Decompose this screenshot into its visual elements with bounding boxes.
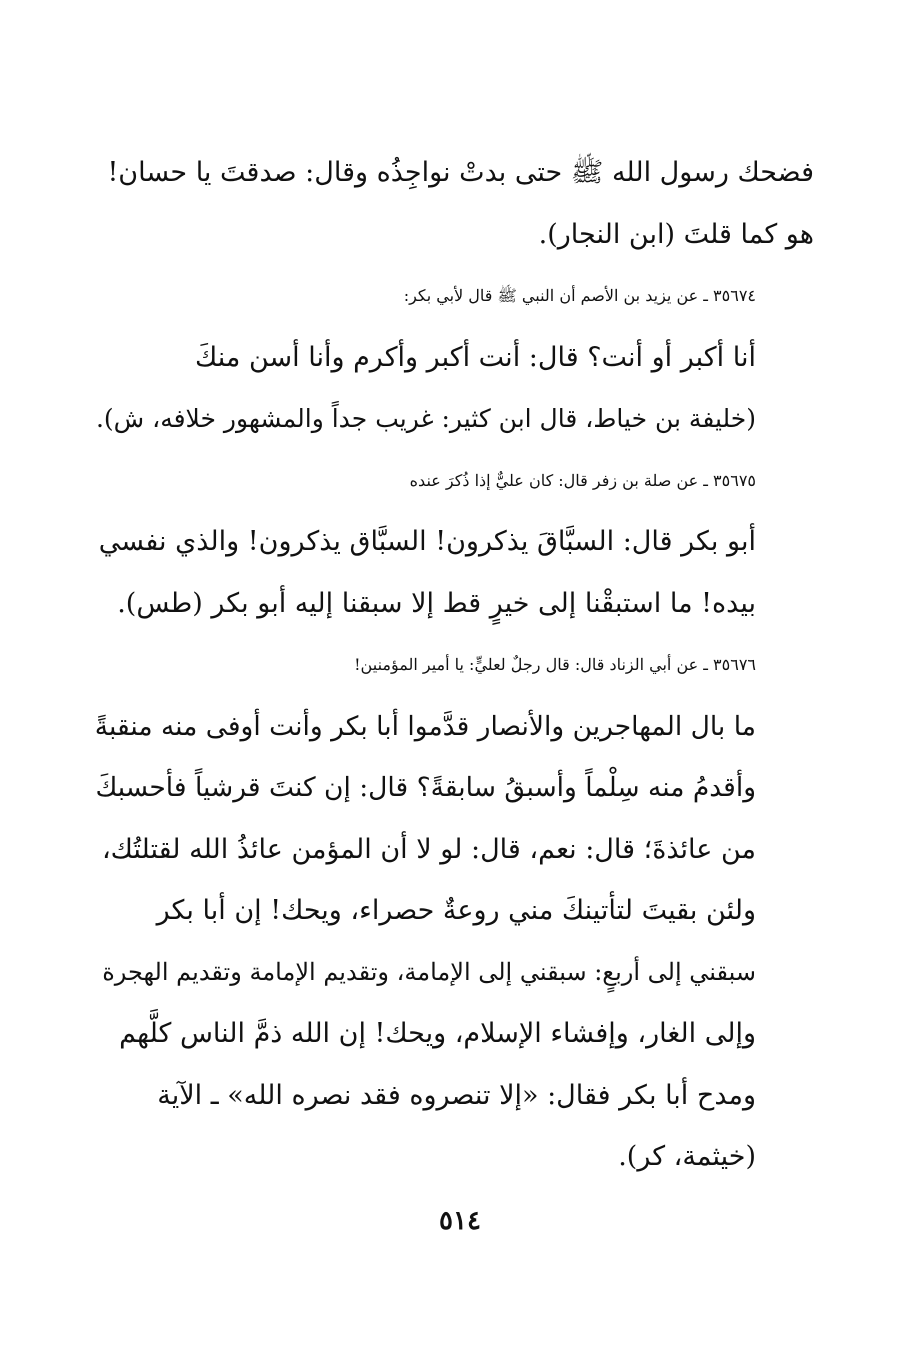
text-line: فضحك رسول الله ﷺ حتى بدتْ نواجِذُه وقال: صدقتَ يا حسان! bbox=[107, 157, 814, 188]
text-line: من عائذةَ؛ قال: نعم، قال: لو لا أن المؤمن عائذُ الله لقتلتُك، bbox=[101, 833, 756, 865]
text-line: سبقني إلى أربعٍ: سبقني إلى الإمامة، وتقديم الإمامة وتقديم الهجرة bbox=[102, 957, 756, 986]
text-line: وإلى الغار، وإفشاء الإسلام، ويحك! إن الله ذمَّ الناس كلَّهم bbox=[119, 1018, 756, 1049]
text-line: هو كما قلتَ (ابن النجار). bbox=[538, 218, 814, 250]
paragraph-continuation bbox=[90, 142, 814, 265]
text-line: (خيثمة، كر). bbox=[618, 1141, 756, 1172]
text-line: ومدح أبا بكر فقال: «إلا تنصروه فقد نصره الله» ـ الآية bbox=[157, 1079, 756, 1111]
body-text bbox=[90, 142, 814, 1188]
text-line: ٣٥٦٧٥ ـ عن صلة بن زفر قال: كان عليٌّ إذا ذُكرَ عنده bbox=[409, 470, 756, 490]
page-number: ٥١٤ bbox=[439, 1206, 481, 1236]
hadith-35675 bbox=[90, 450, 814, 635]
text-line: أنا أكبر أو أنت؟ قال: أنت أكبر وأكرم وأنا أسن منكَ bbox=[195, 341, 756, 373]
text-line: أبو بكر قال: السبَّاقَ يذكرون! السبَّاق يذكرون! والذي نفسي bbox=[98, 526, 756, 557]
text-line: بيده! ما استبقْنا إلى خيرٍ قط إلا سبقنا إليه أبو بكر (طس). bbox=[117, 587, 756, 619]
text-line: وأقدمُ منه سِلْماً وأسبقُ سابقةً؟ قال: إن كنتَ قرشياً فأحسبكَ bbox=[95, 772, 756, 803]
text-line: ٣٥٦٧٦ ـ عن أبي الزناد قال: قال رجلٌ لعليٍّ: يا أمير المؤمنين! bbox=[354, 655, 756, 674]
text-line: (خليفة بن خياط، قال ابن كثير: غريب جداً والمشهور خلافه، ش). bbox=[95, 404, 756, 433]
hadith-35674 bbox=[90, 265, 814, 450]
text-line: ولئن بقيتَ لتأتينكَ مني روعةٌ حصراء، ويحك! إن أبا بكر bbox=[156, 895, 756, 926]
text-line: ما بال المهاجرين والأنصار قدَّموا أبا بكر وأنت أوفى منه منقبةً bbox=[94, 710, 756, 742]
hadith-35676 bbox=[90, 634, 814, 1188]
text-line: ٣٥٦٧٤ ـ عن يزيد بن الأصم أن النبي ﷺ قال لأبي بكر: bbox=[403, 286, 756, 305]
